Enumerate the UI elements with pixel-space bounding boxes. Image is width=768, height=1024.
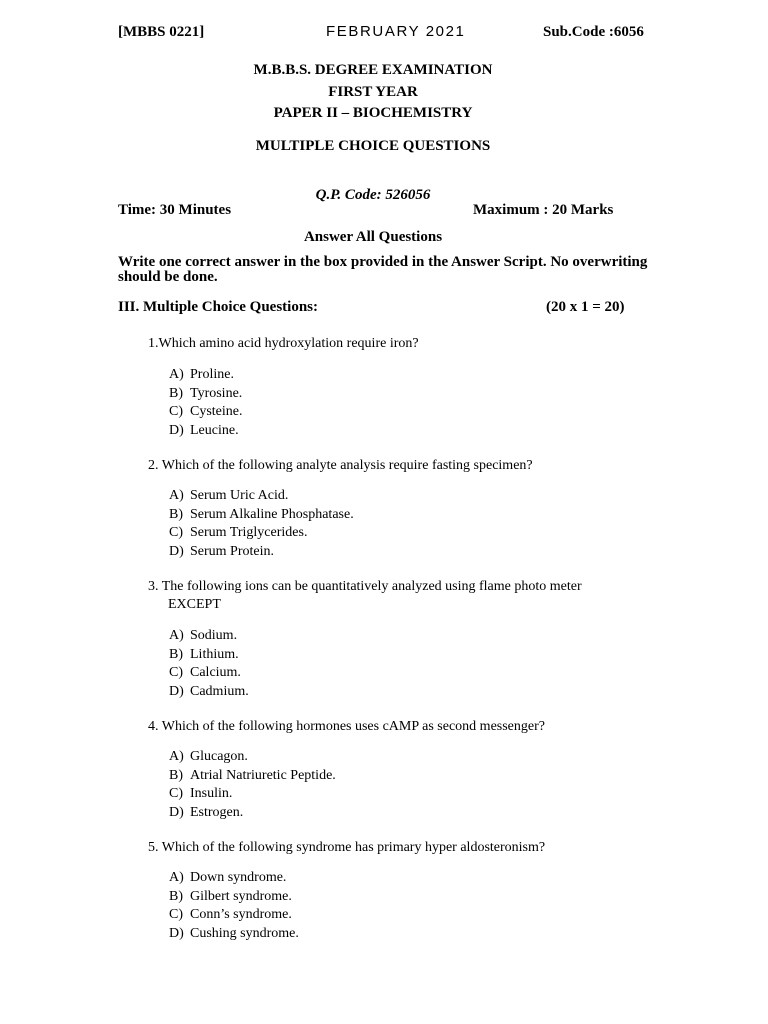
option-c [169, 906, 299, 925]
option-text: Cysteine. [190, 404, 243, 419]
option-c [169, 664, 249, 683]
option-text: Down syndrome. [190, 870, 287, 885]
option-text: Tyrosine. [190, 385, 243, 401]
option-d [169, 543, 354, 562]
option-label: D) [169, 543, 184, 559]
option-label: B) [169, 506, 183, 522]
question-2-options [169, 487, 354, 561]
option-text: Calcium. [190, 665, 241, 680]
option-a [169, 627, 249, 646]
question-4-options [169, 748, 336, 822]
question-text: 2. Which of the following analyte analysis require fasting specimen? [148, 458, 533, 473]
max-marks: Maximum : 20 Marks [473, 202, 614, 218]
option-label: D) [169, 925, 184, 941]
option-label: A) [169, 628, 184, 643]
option-text: Serum Protein. [190, 543, 274, 559]
option-b [169, 385, 243, 404]
option-label: B) [169, 385, 183, 401]
time-limit: Time: 30 Minutes [118, 202, 232, 218]
option-text: Lithium. [190, 646, 239, 662]
question-2 [148, 457, 668, 475]
question-5 [148, 839, 668, 857]
exam-year: FIRST YEAR [328, 84, 418, 100]
option-a [169, 869, 299, 888]
option-label: D) [169, 683, 184, 699]
instructions: Write one correct answer in the box provided in the Answer Script. No overwriting should be done. [118, 254, 648, 285]
question-text: 1.Which amino acid hydroxylation require iron? [148, 336, 419, 351]
option-b [169, 767, 336, 786]
option-label: A) [169, 488, 184, 503]
option-b [169, 506, 354, 525]
exam-title: M.B.B.S. DEGREE EXAMINATION [253, 62, 493, 78]
option-a [169, 366, 243, 385]
option-a [169, 487, 354, 506]
option-text: Cadmium. [190, 683, 249, 699]
question-text: 4. Which of the following hormones uses cAMP as second messenger? [148, 719, 545, 734]
option-text: Leucine. [190, 422, 239, 438]
question-4 [148, 718, 668, 736]
option-text: Serum Triglycerides. [190, 525, 308, 540]
option-label: D) [169, 804, 184, 820]
option-text: Glucagon. [190, 749, 248, 764]
option-d [169, 683, 249, 702]
option-label: D) [169, 422, 184, 438]
option-text: Proline. [190, 367, 234, 382]
question-text: 3. The following ions can be quantitatively analyzed using flame photo meter [148, 579, 582, 594]
option-label: A) [169, 367, 184, 382]
option-text: Gilbert syndrome. [190, 888, 292, 904]
subject-code: Sub.Code :6056 [543, 24, 644, 40]
option-label: C) [169, 786, 183, 801]
option-text: Estrogen. [190, 804, 244, 820]
option-label: C) [169, 907, 183, 922]
option-c [169, 403, 243, 422]
option-b [169, 888, 299, 907]
question-text: 5. Which of the following syndrome has primary hyper aldosteronism? [148, 840, 546, 855]
option-a [169, 748, 336, 767]
mcq-section-title: III. Multiple Choice Questions: [118, 299, 319, 315]
option-label: C) [169, 525, 183, 540]
option-c [169, 785, 336, 804]
option-text: Atrial Natriuretic Peptide. [190, 767, 336, 783]
qp-code: Q.P. Code: 526056 [315, 187, 431, 203]
option-text: Sodium. [190, 628, 238, 643]
question-text-continued: EXCEPT [168, 597, 221, 612]
option-d [169, 804, 336, 823]
paper-title: PAPER II – BIOCHEMISTRY [273, 105, 473, 121]
question-3 [148, 578, 668, 614]
question-1-options [169, 366, 243, 440]
option-label: C) [169, 665, 183, 680]
option-text: Serum Alkaline Phosphatase. [190, 506, 354, 522]
option-d [169, 422, 243, 441]
option-label: A) [169, 870, 184, 885]
option-label: C) [169, 404, 183, 419]
option-text: Cushing syndrome. [190, 925, 299, 941]
option-d [169, 925, 299, 944]
option-b [169, 646, 249, 665]
page-header [118, 24, 648, 44]
option-label: B) [169, 888, 183, 904]
option-text: Conn’s syndrome. [190, 907, 292, 922]
question-3-options [169, 627, 249, 701]
exam-code: [MBBS 0221] [118, 24, 205, 40]
option-label: B) [169, 767, 183, 783]
mcq-section-marks: (20 x 1 = 20) [546, 299, 625, 315]
section-heading: MULTIPLE CHOICE QUESTIONS [255, 138, 491, 154]
question-1 [148, 335, 668, 353]
option-text: Insulin. [190, 786, 233, 801]
exam-date: FEBRUARY 2021 [326, 23, 466, 40]
question-5-options [169, 869, 299, 943]
option-label: A) [169, 749, 184, 764]
answer-all-heading: Answer All Questions [303, 229, 443, 245]
option-text: Serum Uric Acid. [190, 488, 289, 503]
option-label: B) [169, 646, 183, 662]
option-c [169, 524, 354, 543]
